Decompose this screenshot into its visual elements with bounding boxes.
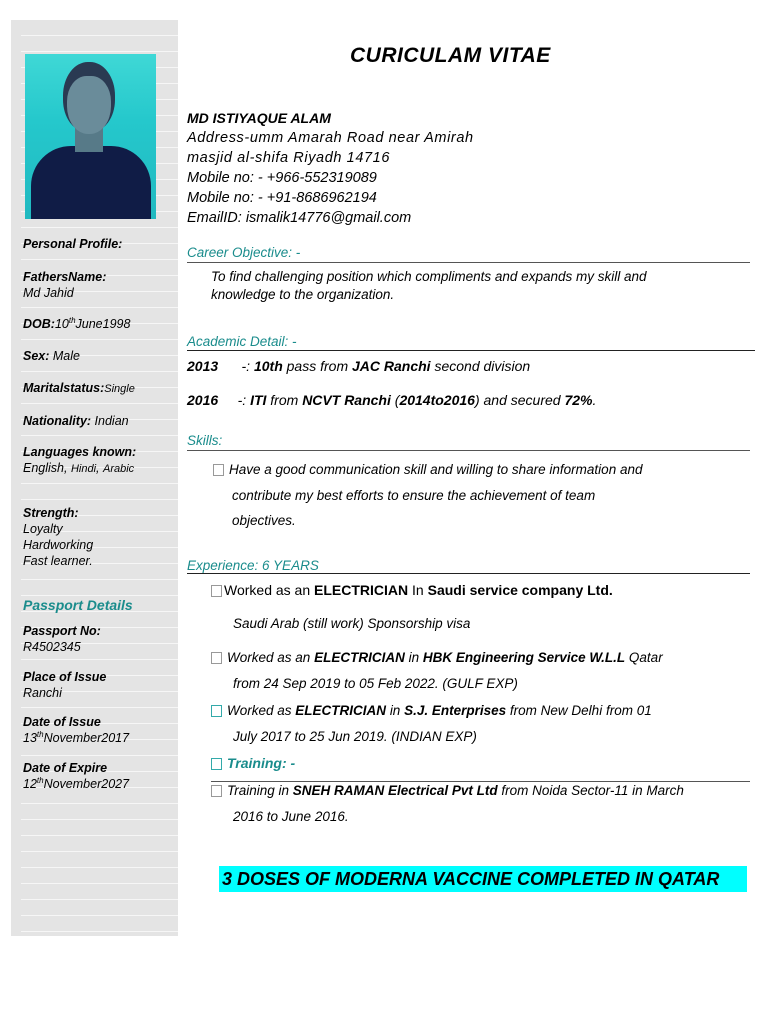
divider — [187, 573, 750, 574]
skills-text: Have a good communication skill and willing to share information and contribute my best efforts to ensure the achievement of team objectives. — [213, 457, 642, 534]
sex: Sex: Male — [23, 349, 80, 363]
contact-block — [187, 108, 474, 228]
bullet-icon — [213, 464, 224, 476]
address-line-2: masjid al-shifa Riyadh 14716 — [187, 150, 390, 166]
sidebar — [11, 20, 178, 936]
career-objective-text: To find challenging position which compliments and expands my skill and knowledge to the organization. — [211, 269, 647, 302]
career-objective-heading: Career Objective: - — [187, 245, 301, 260]
page-title: CURICULAM VITAE — [350, 44, 551, 67]
strength: Strength: Loyalty Hardworking Fast learner. — [23, 506, 94, 568]
email: EmailID: ismalik14776@gmail.com — [187, 210, 412, 226]
divider — [187, 262, 750, 263]
nationality: Nationality: Indian — [23, 414, 129, 428]
academic-row-2016: 2016 -: ITI from NCVT Ranchi (2014to2016) and secured 72%. — [187, 392, 597, 408]
marital-status: Maritalstatus:Single — [23, 381, 135, 395]
fathers-name: FathersName: Md Jahid — [23, 270, 107, 300]
experience-job-1-note: Saudi Arab (still work) Sponsorship visa — [233, 616, 471, 631]
languages: Languages known: English, Hindi, Arabic — [23, 445, 137, 475]
experience-job-2-period: from 24 Sep 2019 to 05 Feb 2022. (GULF EXP) — [233, 676, 518, 691]
vaccine-banner: 3 DOSES OF MODERNA VACCINE COMPLETED IN QATAR — [219, 866, 747, 892]
divider — [187, 350, 755, 351]
place-of-issue: Place of Issue Ranchi — [23, 670, 107, 700]
training-heading: Training: - — [211, 755, 295, 771]
experience-heading: Experience: 6 YEARS — [187, 558, 319, 573]
date-of-expire: Date of Expire 12thNovember2027 — [23, 761, 130, 791]
profile-photo — [25, 54, 156, 219]
training-period: 2016 to June 2016. — [233, 809, 349, 824]
experience-job-2: Worked as an ELECTRICIAN in HBK Engineering Service W.L.L Qatar — [211, 649, 663, 667]
experience-job-1: Worked as an ELECTRICIAN In Saudi service company Ltd. — [211, 581, 613, 599]
bullet-icon — [211, 585, 222, 597]
experience-job-3: Worked as ELECTRICIAN in S.J. Enterprises from New Delhi from 01 — [211, 702, 652, 720]
photo-face — [67, 76, 111, 134]
training-text: Training in SNEH RAMAN Electrical Pvt Ltd from Noida Sector-11 in March — [211, 782, 684, 800]
photo-shirt — [31, 146, 151, 219]
date-of-issue: Date of Issue 13thNovember2017 — [23, 715, 130, 745]
mobile-2: Mobile no: - +91-8686962194 — [187, 190, 377, 206]
personal-profile-label: Personal Profile: — [23, 237, 123, 251]
skills-heading: Skills: — [187, 433, 223, 448]
bullet-icon — [211, 785, 222, 797]
bullet-icon — [211, 705, 222, 717]
academic-detail-heading: Academic Detail: - — [187, 334, 297, 349]
passport-details-heading: Passport Details — [23, 597, 133, 613]
mobile-1: Mobile no: - +966-552319089 — [187, 170, 377, 186]
experience-job-3-period: July 2017 to 25 Jun 2019. (INDIAN EXP) — [233, 729, 477, 744]
divider — [187, 450, 750, 451]
bullet-icon — [211, 758, 222, 770]
bullet-icon — [211, 652, 222, 664]
academic-row-2013: 2013 -: 10th pass from JAC Ranchi second division — [187, 358, 531, 374]
candidate-name: MD ISTIYAQUE ALAM — [187, 110, 331, 126]
passport-no: Passport No: R4502345 — [23, 624, 101, 654]
address-line-1: Address-umm Amarah Road near Amirah — [187, 130, 474, 146]
dob: DOB:10thJune1998 — [23, 315, 131, 331]
